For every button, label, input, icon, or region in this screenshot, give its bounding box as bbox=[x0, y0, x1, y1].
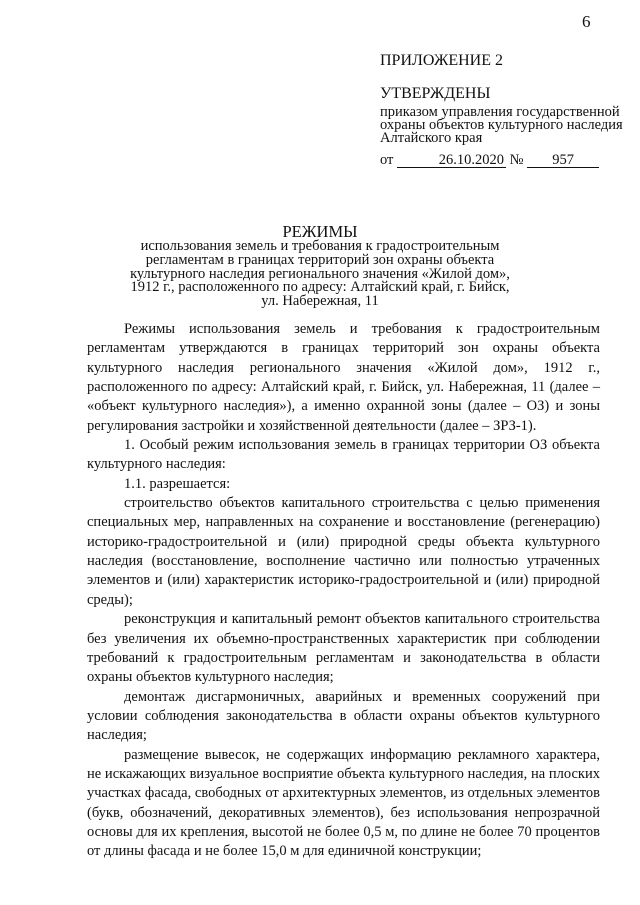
paragraph-item-construction: строительство объектов капитального строительства с целью применения специальных мер, направленных на сохранение и восстановление (регенерацию) историко-градостроительной и (или) природной среды объекта культурного наследия (восстановление, восполнение частично или полностью утраченных элементов и (или) характеристик историко-градостроительной и (или) природной среды); bbox=[87, 495, 600, 608]
date-prefix: от bbox=[380, 152, 394, 168]
document-body bbox=[87, 320, 600, 862]
order-text: приказом управления государственной охраны объектов культурного наследия Алтайского края bbox=[380, 104, 623, 147]
number-sign: № bbox=[509, 152, 524, 168]
appendix-heading: ПРИЛОЖЕНИЕ 2 bbox=[380, 52, 504, 69]
page-number: 6 bbox=[582, 12, 591, 31]
order-date: 26.10.2020 bbox=[397, 154, 506, 168]
document-title: РЕЖИМЫ bbox=[282, 222, 358, 241]
paragraph-intro: Режимы использования земель и требования к градостроительным регламентам утверждаются в границах территорий зон охраны объекта культурного наследия регионального значения «Жилой дом», 1912 г., расположенного по адресу: Алтайский край, г. Бийск, ул. Набережная, 11 (далее – «объект культурного наследия»), а именно охранной зоны (далее – ОЗ) и зоны регулирования застройки и хозяйственной деятельности (далее – ЗРЗ-1). bbox=[87, 321, 600, 434]
approved-heading: УТВЕРЖДЕНЫ bbox=[380, 85, 491, 102]
paragraph-section-1: 1. Особый режим использования земель в границах территории ОЗ объекта культурного наследия: bbox=[87, 437, 600, 473]
order-number: 957 bbox=[527, 154, 599, 168]
date-line bbox=[380, 152, 599, 169]
paragraph-item-signage: размещение вывесок, не содержащих информацию рекламного характера, не искажающих визуальное восприятие объекта культурного наследия, на плоских участках фасада, свободных от архитектурных элементов, из отдельных элементов (букв, обозначений, декоративных элементов), без использования непрозрачной основы для их крепления, высотой не более 0,5 м, по длине не более 70 процентов от длины фасада и не более 15,0 м для единичной конструкции; bbox=[87, 746, 600, 860]
paragraph-item-demolition: демонтаж дисгармоничных, аварийных и временных сооружений при условии соблюдения законодательства в области охраны объектов культурного наследия; bbox=[87, 688, 600, 744]
document-subtitle: использования земель и требования к градостроительным регламентам в границах территорий зон охраны объекта культурного наследия регионального значения «Жилой дом», 1912 г., расположенного по адресу: Алтайский край, г. Бийск, ул. Набережная, 11 bbox=[130, 238, 510, 310]
paragraph-section-1-1: 1.1. разрешается: bbox=[124, 475, 231, 492]
paragraph-item-reconstruction: реконструкция и капитальный ремонт объектов капитального строительства без увеличения их объемно-пространственных характеристик при соблюдении требований к градостроительным регламентам и законодательства в области охраны объектов культурного наследия; bbox=[87, 611, 600, 686]
